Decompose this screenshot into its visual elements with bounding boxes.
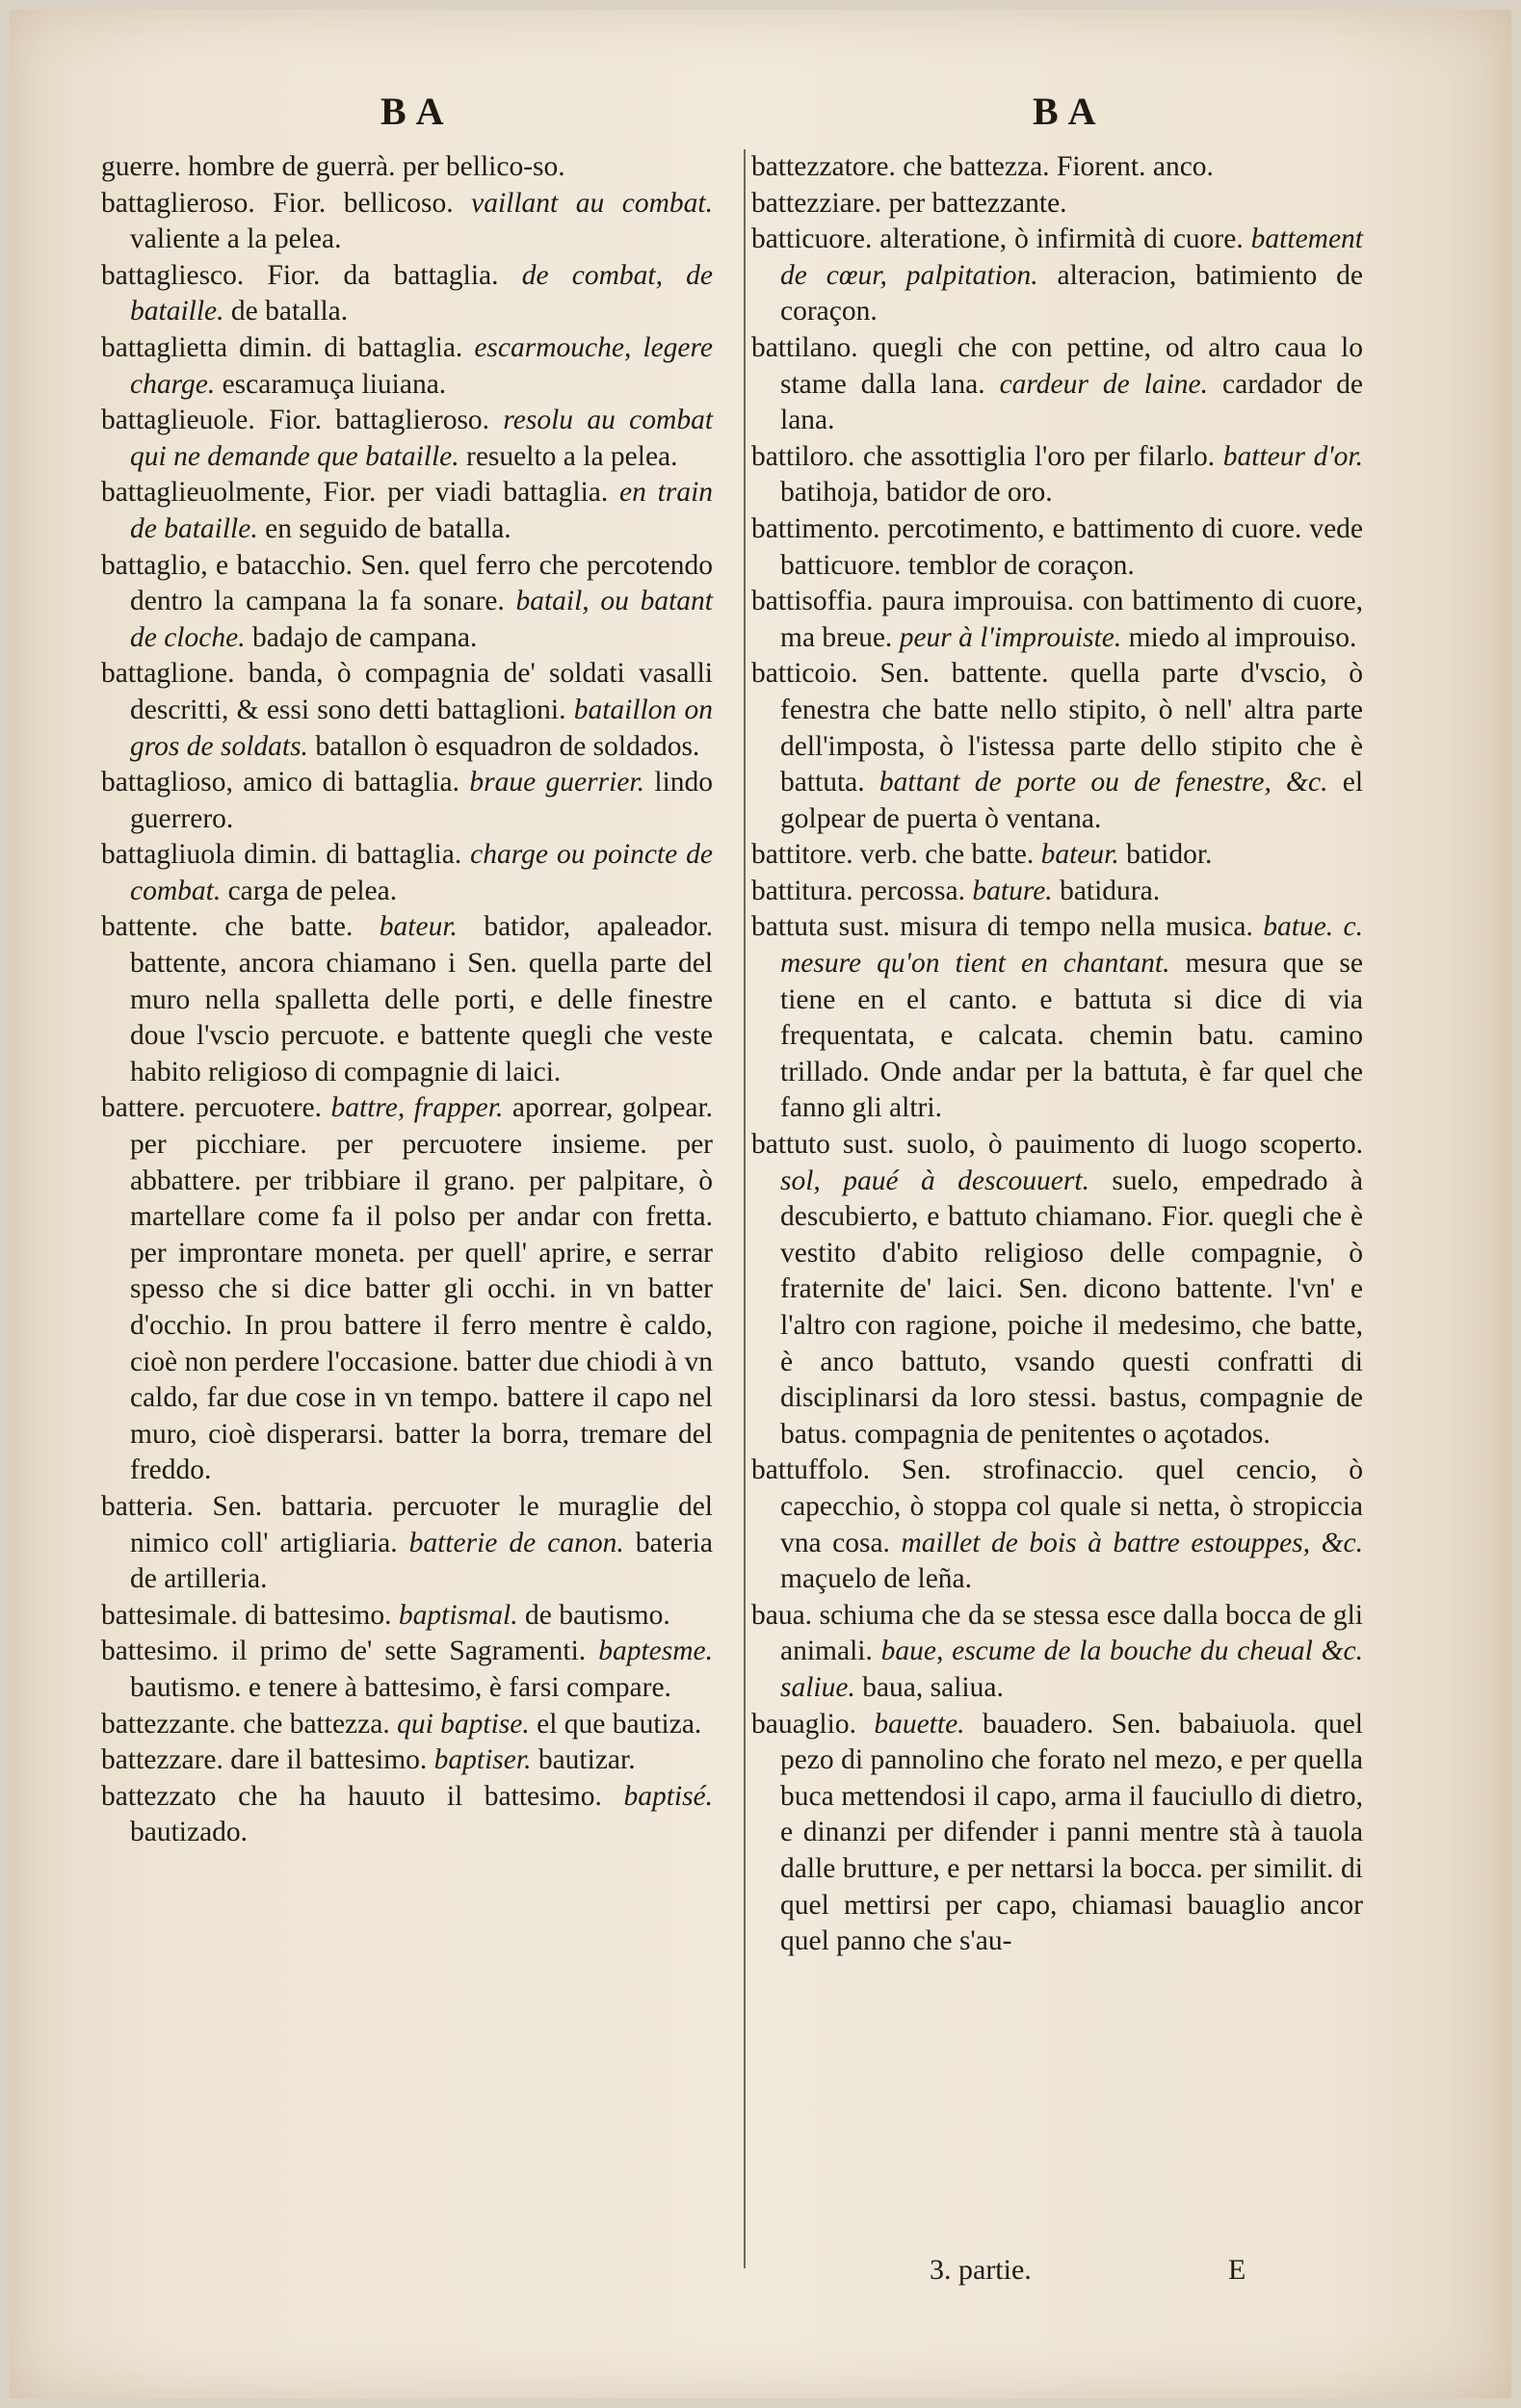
entry-italian-definition: percossa. [860, 875, 965, 906]
entry-italian-definition: Fior. bellicoso. [273, 187, 454, 219]
entry-italian-definition: che battezza. [243, 1708, 390, 1740]
entry-spanish-equivalent: mesura que se tiene en el canto. e battuta si dice di via frequentata, e calcata. chemin batu. camino trillado. Onde andar per la battuta, è far quel che fanno gli altri. [780, 948, 1363, 1124]
dictionary-entry [751, 1707, 1363, 1960]
entry-french-equivalent: peur à l'improuiste. [899, 621, 1122, 653]
entry-headword: battaglione. [101, 658, 235, 690]
entry-italian-definition: sust. misura di tempo nella musica. [838, 911, 1253, 943]
entry-headword: battente. [101, 911, 198, 943]
entry-headword: battezzatore. [751, 151, 896, 182]
dictionary-entry [751, 439, 1363, 511]
entry-italian-definition: Fior. da battaglia. [267, 259, 499, 291]
entry-spanish-equivalent: bateria de artilleria. [130, 1527, 714, 1595]
entry-spanish-equivalent: el que bautiza. [537, 1708, 702, 1740]
entry-spanish-equivalent: escaramuça liuiana. [222, 368, 447, 400]
entry-italian-definition: Sen. battente. quella parte d'vscio, ò fenestra che batte nello stipito, ò nell' altra parte dell'imposta, ò l'istessa parte dello stipito che è battuta. [780, 658, 1364, 798]
entry-italian-definition: Sen. battaria. percuoter le muraglie del nimico coll' artigliaria. [130, 1490, 714, 1558]
entry-headword: battagliesco. [101, 259, 245, 291]
dictionary-entry [751, 222, 1363, 330]
entry-french-equivalent: baptisé. [623, 1780, 714, 1812]
entry-italian-definition: verb. che batte. [860, 839, 1035, 871]
entry-french-equivalent: escarmouche, legere charge. [130, 331, 714, 400]
entry-french-equivalent: bateur. [1040, 839, 1119, 871]
entry-spanish-equivalent: batidor. [1126, 839, 1213, 871]
entry-french-equivalent: bataillon on gros de soldats. [130, 694, 713, 762]
dictionary-entry [101, 548, 713, 657]
entry-french-equivalent: battant de porte ou de fenestre, &c. [879, 767, 1328, 798]
entry-spanish-equivalent: resuelto a la pelea. [466, 440, 678, 472]
dictionary-entry [101, 1489, 713, 1598]
entry-italian-definition: di battesimo. [245, 1599, 392, 1631]
entry-headword: battitore. [751, 839, 853, 871]
dictionary-entry [101, 186, 713, 258]
entry-italian-definition: che battezza. Fiorent. [903, 151, 1146, 182]
entry-spanish-equivalent: baua, saliua. [862, 1671, 1004, 1703]
entry-french-equivalent: de combat, de bataille. [130, 259, 713, 327]
entry-headword: battere. [101, 1092, 186, 1124]
entry-headword: battisoffia. [751, 586, 874, 617]
entry-headword: battaglieroso. [101, 187, 255, 219]
dictionary-entry [101, 656, 713, 765]
entry-spanish-equivalent: maçuelo de leña. [780, 1563, 973, 1595]
dictionary-entry [101, 837, 713, 909]
entry-italian-definition: Sen. strofinaccio. quel cencio, ò capecchio, ò stoppa col quale si netta, ò stropiccia vna cosa. [780, 1454, 1364, 1558]
entry-french-equivalent: baptismal. [398, 1599, 518, 1631]
entry-spanish-equivalent: batihoja, batidor de oro. [780, 477, 1053, 509]
dictionary-entry [101, 909, 713, 1090]
entry-spanish-equivalent: temblor de coraçon. [907, 549, 1135, 581]
column-divider [744, 149, 746, 2268]
entry-spanish-equivalent: valiente a la pelea. [130, 223, 342, 255]
entry-spanish-equivalent: bautizar. [538, 1744, 636, 1776]
entry-italian-definition: sust. suolo, ò pauimento di luogo scoperto. [843, 1129, 1364, 1161]
dictionary-entry [751, 584, 1363, 656]
entry-spanish-equivalent: carga de pelea. [227, 875, 398, 906]
entry-italian-definition: dare il battesimo. [230, 1744, 428, 1776]
entry-spanish-equivalent: el golpear de puerta ò ventana. [780, 767, 1364, 834]
entry-headword: battitura. [751, 875, 853, 906]
entry-french-equivalent: baue, escume de la bouche du cheual &c. saliue. [780, 1636, 1364, 1703]
dictionary-entry [751, 1598, 1363, 1707]
entry-italian-definition: amico di battaglia. [243, 767, 459, 798]
entry-spanish-equivalent: alteracion, batimiento de coraçon. [780, 259, 1364, 327]
entry-headword: battesimale. [101, 1599, 238, 1631]
entry-italian-definition: Fior. per viadi battaglia. [323, 477, 609, 509]
entry-french-equivalent: resolu au combat qui ne demande que bataille. [130, 405, 714, 472]
entry-italian-definition: quegli che con pettine, od altro caua lo stame dalla lana. [780, 331, 1364, 400]
entry-italian-definition: Sen. quel ferro che percotendo dentro la campana la fa sonare. [130, 549, 714, 617]
entry-italian-definition: per battezzante. [888, 187, 1067, 219]
entry-french-equivalent: sol, paué à descouuert. [780, 1165, 1089, 1196]
entry-spanish-equivalent: bautizado. [130, 1817, 249, 1848]
entry-french-equivalent: baptesme. [598, 1636, 714, 1667]
entry-headword: battagliuola [101, 839, 236, 871]
dictionary-entry [751, 149, 1363, 186]
entry-headword: battaglietta [101, 331, 228, 363]
entry-headword: batteria. [101, 1490, 194, 1522]
dictionary-entry [751, 1127, 1363, 1453]
entry-spanish-equivalent: de bautismo. [525, 1599, 670, 1631]
entry-spanish-equivalent: suelo, empedrado à descubierto, e battuto chiamano. Fior. quegli che è vestito d'abito religioso delle compagnie, ò fraternite de' laici. Sen. dicono battente. l'vn' e l'altro con ragione, poiche il medesimo, che batte, è anco battuto, vsando questi confratti di disciplinarsi da loro stessi. bastus, compagnie de batus. compagnia de penitentes o açotados. [780, 1165, 1363, 1450]
entry-french-equivalent: braue guerrier. [469, 767, 644, 798]
dictionary-entry [751, 656, 1363, 837]
entry-headword: guerre. [101, 151, 181, 182]
entry-italian-definition: che assottiglia l'oro per filarlo. [862, 440, 1216, 472]
entry-italian-definition: che ha hauuto il battesimo. [238, 1780, 602, 1812]
entry-italian-definition: dimin. di battaglia. [239, 331, 463, 363]
entry-french-equivalent: bauette. [874, 1708, 965, 1740]
entry-french-equivalent: bateur. [379, 911, 458, 943]
entry-italian-definition: percuotere. [195, 1092, 322, 1124]
entry-headword: battaglioso, [101, 767, 233, 798]
entry-french-equivalent: batterie de canon. [408, 1527, 624, 1558]
entry-spanish-equivalent: badajo de campana. [251, 621, 478, 653]
entry-french-equivalent: baptiser. [433, 1744, 532, 1776]
entry-spanish-equivalent: lindo guerrero. [130, 767, 714, 834]
catchword: E [1228, 2254, 1246, 2286]
entry-italian-definition: banda, ò compagnia de' soldati vasalli descritti, & essi sono detti battaglioni. [130, 658, 714, 725]
dictionary-entry [101, 1090, 713, 1489]
entry-spanish-equivalent: en seguido de batalla. [265, 512, 511, 544]
dictionary-entry [751, 330, 1363, 439]
entry-headword: baua. [751, 1599, 813, 1631]
entry-french-equivalent: en train de bataille. [130, 477, 714, 544]
entry-french-equivalent: batue. c. mesure qu'on tient en chantant. [780, 911, 1363, 980]
entry-headword: battezzare. [101, 1744, 223, 1776]
entry-french-equivalent: maillet de bois à battre estouppes, &c. [901, 1527, 1363, 1558]
entry-french-equivalent: qui baptise. [397, 1708, 530, 1740]
right-column [751, 149, 1363, 1960]
entry-headword: battesimo. [101, 1636, 220, 1667]
entry-headword: batticuore. [751, 223, 873, 255]
entry-italian-definition: il primo de' sette Sagramenti. [231, 1636, 587, 1667]
entry-headword: battimento. [751, 512, 880, 544]
entry-french-equivalent: batail, ou batant de cloche. [130, 586, 714, 653]
dictionary-entry [751, 1453, 1363, 1597]
entry-headword: battiloro. [751, 440, 855, 472]
dictionary-entry [101, 330, 713, 403]
entry-french-equivalent: batteur d'or. [1222, 440, 1364, 472]
entry-headword: battezzante. [101, 1708, 237, 1740]
entry-headword: battuto [751, 1129, 830, 1161]
dictionary-entry [101, 1634, 713, 1706]
entry-french-equivalent: battre, frapper. [330, 1092, 504, 1124]
entry-headword: batticoio. [751, 658, 858, 690]
dictionary-entry [751, 186, 1363, 222]
entry-headword: battuta [751, 911, 829, 943]
entry-italian-definition: Fior. battaglieroso. [269, 405, 490, 436]
dictionary-entry [101, 1707, 713, 1743]
entry-french-equivalent: cardeur de laine. [999, 368, 1209, 400]
entry-french-equivalent: charge ou poincte de combat. [130, 839, 714, 906]
entry-spanish-equivalent: aporrear, golpear. per picchiare. per percuotere insieme. per abbattere. per tribbiare il grano. per palpitare, ò martellare come fa il polso per andar con fretta. per improntare moneta. per quell' aprire, e serrar spesso che si dice batter gli occhi. in vn batter d'occhio. In prou battere il ferro mentre è caldo, cioè non perdere l'occasione. batter due chiodi à vn caldo, far due cose in vn tempo. battere il capo nel muro, cioè disperarsi. batter la borra, tremare del freddo. [130, 1092, 714, 1486]
left-column [101, 149, 713, 1851]
dictionary-entry [101, 1742, 713, 1779]
entry-headword: battezziare. [751, 187, 882, 219]
dictionary-entry [101, 1598, 713, 1635]
entry-french-equivalent: battement de cœur, palpitation. [780, 223, 1364, 291]
dictionary-entry [101, 258, 713, 330]
dictionary-entry [101, 765, 713, 837]
dictionary-entry [751, 909, 1363, 1127]
entry-spanish-equivalent: cardador de lana. [780, 368, 1364, 436]
dictionary-entry [101, 1779, 713, 1851]
entry-spanish-equivalent: batidor, apaleador. battente, ancora chiamano i Sen. quella parte del muro nella spalletta delle porti, e delle finestre doue l'vscio percuote. e battente quegli che veste habito religioso di compagnie di laici. [130, 911, 713, 1087]
entry-spanish-equivalent: de batalla. [230, 296, 349, 327]
entry-headword: bauaglio. [751, 1708, 856, 1740]
entry-french-equivalent: vaillant au combat. [471, 187, 713, 219]
entry-italian-definition: che batte. [224, 911, 354, 943]
signature-mark: 3. partie. [930, 2254, 1032, 2286]
entry-french-equivalent: bature. [972, 875, 1053, 906]
dictionary-entry [101, 149, 713, 186]
running-header-left: BA [380, 90, 454, 133]
dictionary-entry [101, 475, 713, 547]
running-header-right: BA [1033, 90, 1106, 133]
entry-italian-definition: percotimento, e battimento di cuore. vede batticuore. [780, 512, 1364, 581]
entry-headword: battuffolo. [751, 1454, 871, 1486]
entry-italian-definition: paura improuisa. con battimento di cuore, ma breue. [780, 586, 1364, 653]
entry-headword: battilano. [751, 331, 858, 363]
entry-headword: battaglieuole. [101, 405, 255, 436]
entry-italian-definition: dimin. di battaglia. [244, 839, 462, 871]
dictionary-entry [101, 403, 713, 475]
entry-italian-definition: alteratione, ò infirmità di cuore. [879, 223, 1244, 255]
dictionary-entry [751, 837, 1363, 874]
entry-spanish-equivalent: batidura. [1060, 875, 1161, 906]
entry-headword: battaglio, e batacchio. [101, 549, 353, 581]
entry-spanish-equivalent: bauadero. Sen. babaiuola. quel pezo di pannolino che forato nel mezo, e per quella buca mettendosi il capo, arma il fauciullo di dietro, e dinanzi per difender i panni mentre stà à tauola dalle brutture, e per nettarsi la bocca. per similit. di quel mettirsi per capo, chiamasi bauaglio ancor quel panno che s'au- [780, 1708, 1363, 1957]
entry-spanish-equivalent: bautismo. e tenere à battesimo, è farsi compare. [130, 1671, 671, 1703]
entry-spanish-equivalent: anco. [1152, 151, 1214, 182]
dictionary-entry [751, 874, 1363, 910]
entry-headword: battezzato [101, 1780, 217, 1812]
entry-spanish-equivalent: batallon ò esquadron de soldados. [315, 730, 700, 762]
entry-italian-definition: hombre de guerrà. per bellico-so. [188, 151, 565, 182]
dictionary-entry [751, 511, 1363, 584]
entry-spanish-equivalent: miedo al improuiso. [1128, 621, 1357, 653]
dictionary-page [10, 10, 1511, 2398]
entry-headword: battaglieuolmente, [101, 477, 312, 509]
entry-italian-definition: schiuma che da se stessa esce dalla bocca de gli animali. [780, 1599, 1364, 1667]
